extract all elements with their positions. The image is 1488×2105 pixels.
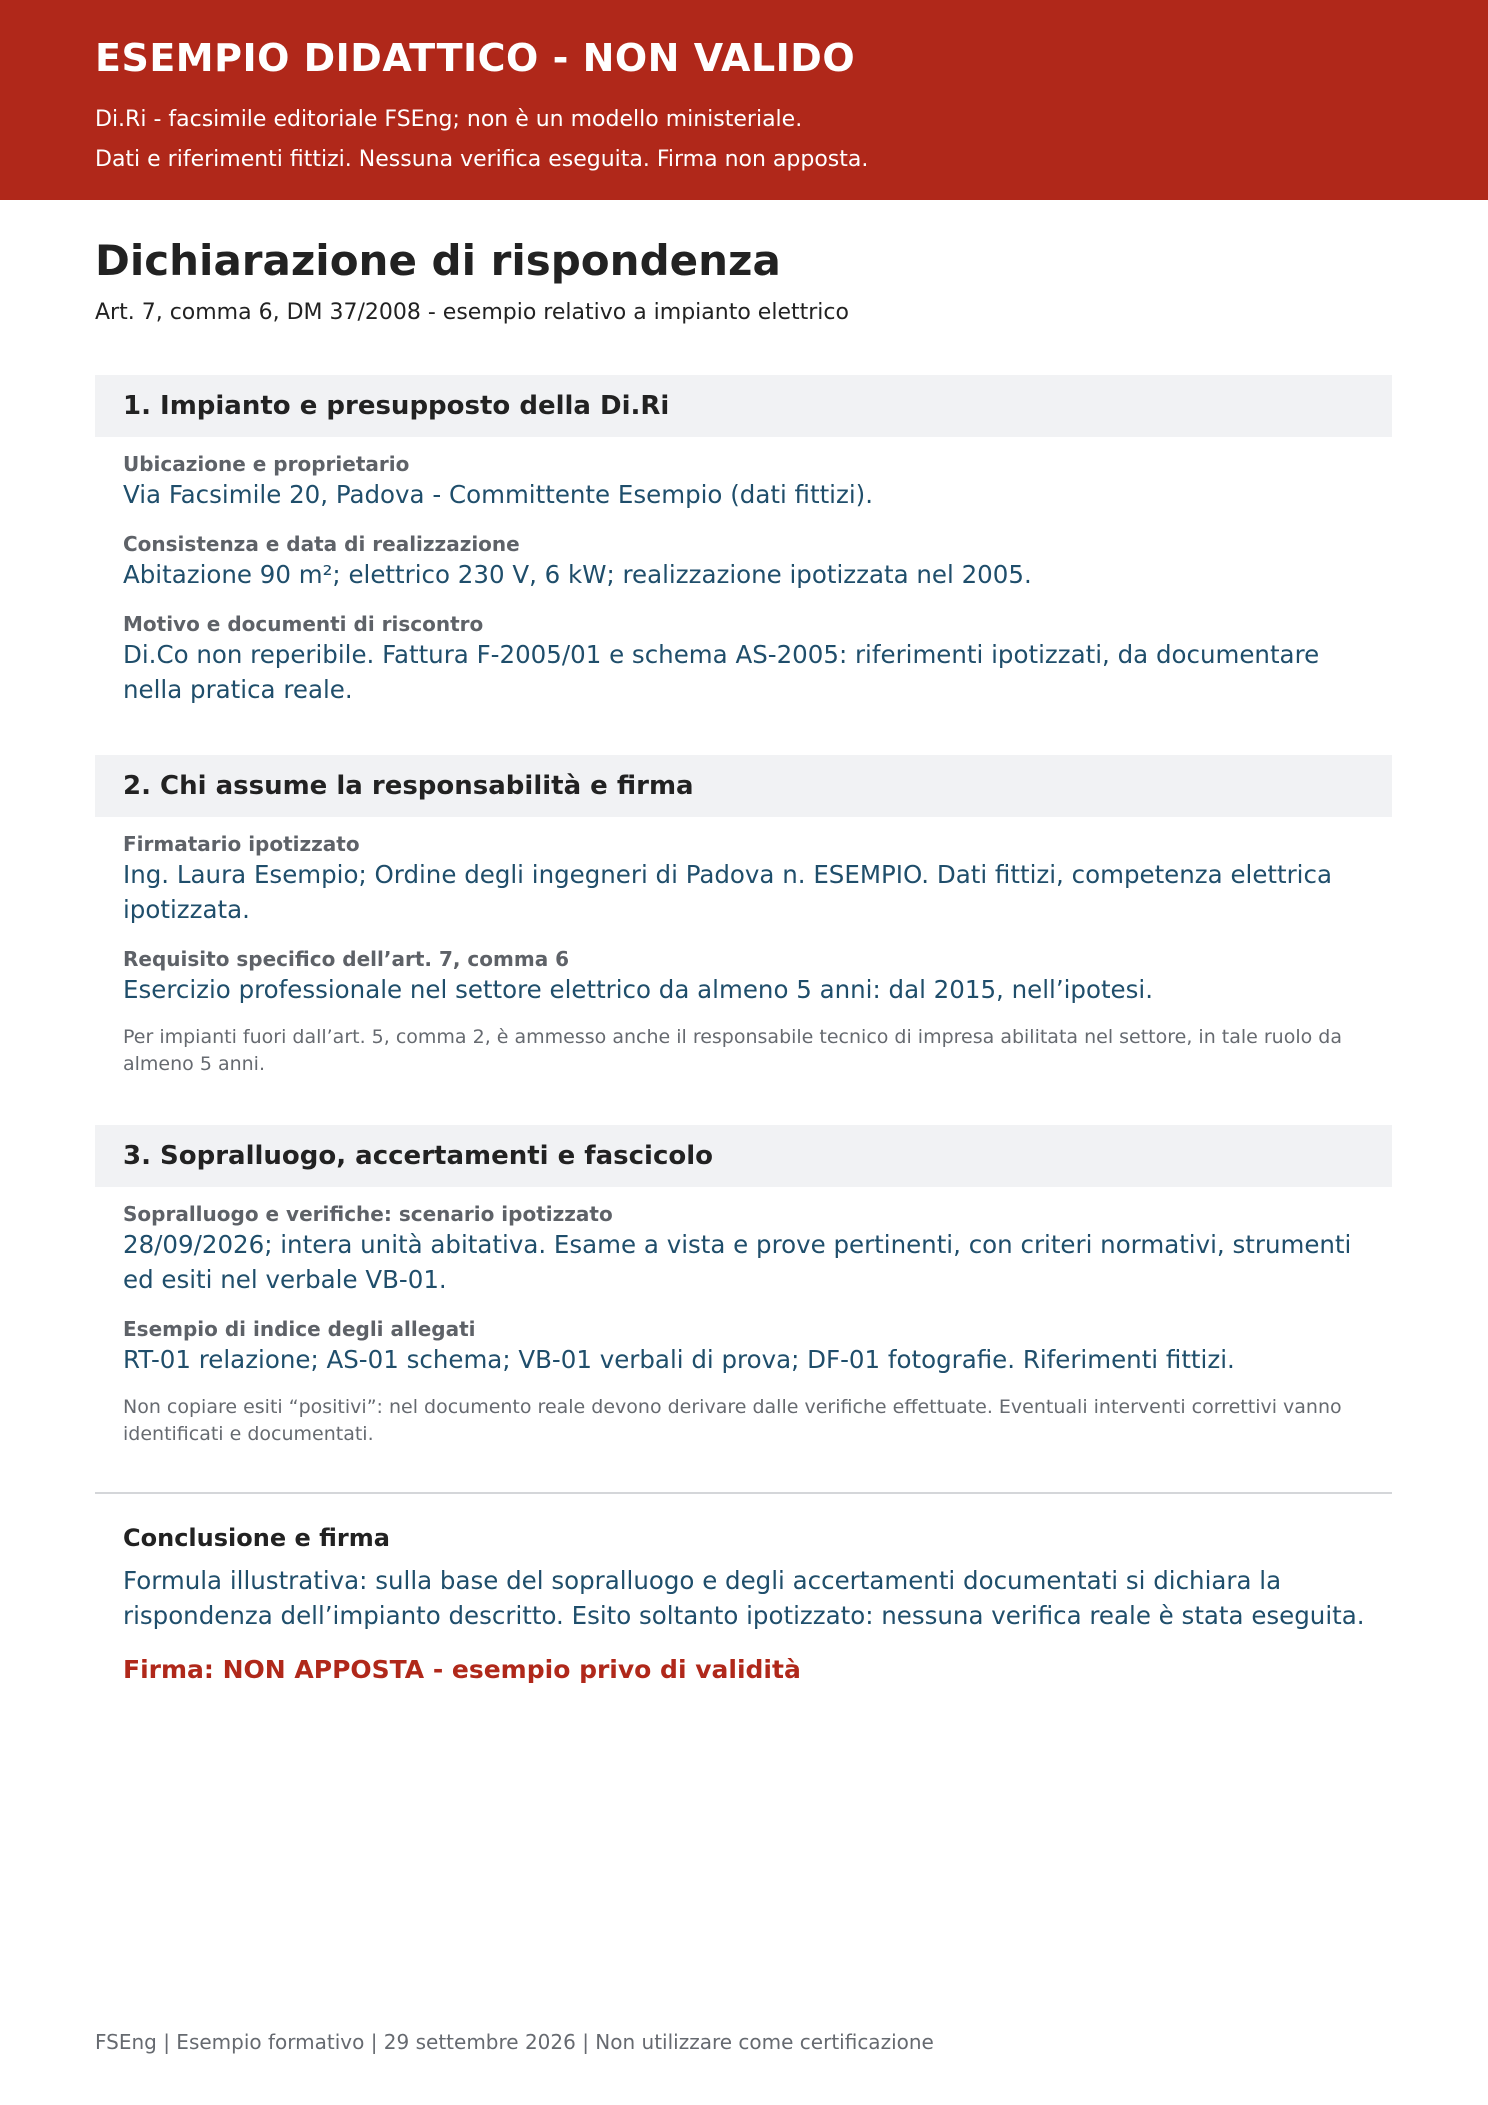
field-value-consistency-date: Abitazione 90 m²; elettrico 230 V, 6 kW; realizzazione ipotizzata nel 2005.: [123, 560, 1032, 589]
section-3-note: Non copiare esiti “positivi”: nel documento reale devono derivare dalle verifiche effettuate. Eventuali interventi correttivi vanno identificati e documentati.: [123, 1396, 1342, 1445]
section-divider: [95, 1492, 1392, 1494]
field-value-signatory: Ing. Laura Esempio; Ordine degli ingegneri di Padova n. ESEMPIO. Dati fittizi, competenza elettrica ipotizzata.: [123, 860, 1332, 924]
field-value-requirement: Esercizio professionale nel settore elettrico da almeno 5 anni: dal 2015, nell’ipotesi.: [123, 975, 1153, 1004]
warning-banner: [0, 0, 1488, 200]
banner-disclaimer-line-1: Di.Ri - facsimile editoriale FSEng; non è un modello ministeriale.: [95, 107, 803, 132]
field-label-signatory: Firmatario ipotizzato: [123, 832, 360, 856]
section-3-heading: 3. Sopralluogo, accertamenti e fascicolo: [95, 1125, 1392, 1187]
field-value-attachments-index: RT-01 relazione; AS-01 schema; VB-01 verbali di prova; DF-01 fotografie. Riferimenti fittizi.: [123, 1345, 1235, 1374]
field-label-inspection: Sopralluogo e verifiche: scenario ipotizzato: [123, 1202, 613, 1226]
field-label-reason-documents: Motivo e documenti di riscontro: [123, 612, 484, 636]
banner-disclaimer-line-2: Dati e riferimenti fittizi. Nessuna verifica eseguita. Firma non apposta.: [95, 147, 869, 172]
field-value-location-owner: Via Facsimile 20, Padova - Committente Esempio (dati fittizi).: [123, 480, 874, 509]
banner-title: ESEMPIO DIDATTICO - NON VALIDO: [95, 36, 856, 80]
field-value-inspection: 28/09/2026; intera unità abitativa. Esame a vista e prove pertinenti, con criteri normativi, strumenti ed esiti nel verbale VB-01.: [123, 1230, 1352, 1294]
section-2-heading: 2. Chi assume la responsabilità e firma: [95, 755, 1392, 817]
document-subtitle: Art. 7, comma 6, DM 37/2008 - esempio relativo a impianto elettrico: [95, 300, 849, 325]
conclusion-heading: Conclusione e firma: [123, 1524, 390, 1552]
conclusion-text: Formula illustrativa: sulla base del sopralluogo e degli accertamenti documentati si dichiara la rispondenza dell’impianto descritto. Esito soltanto ipotizzato: nessuna verifica reale è stata eseguita.: [123, 1566, 1365, 1630]
document-title: Dichiarazione di rispondenza: [95, 236, 781, 285]
field-label-consistency-date: Consistenza e data di realizzazione: [123, 532, 520, 556]
field-label-location-owner: Ubicazione e proprietario: [123, 452, 410, 476]
field-label-requirement: Requisito specifico dell’art. 7, comma 6: [123, 947, 570, 971]
signature-status: Firma: NON APPOSTA - esempio privo di validità: [123, 1655, 801, 1684]
page-footer: FSEng | Esempio formativo | 29 settembre 2026 | Non utilizzare come certificazione: [95, 2030, 934, 2054]
field-label-attachments-index: Esempio di indice degli allegati: [123, 1317, 476, 1341]
section-1-heading: 1. Impianto e presupposto della Di.Ri: [95, 375, 1392, 437]
section-2-note: Per impianti fuori dall’art. 5, comma 2, è ammesso anche il responsabile tecnico di impresa abilitata nel settore, in tale ruolo da almeno 5 anni.: [123, 1026, 1342, 1075]
field-value-reason-documents: Di.Co non reperibile. Fattura F-2005/01 e schema AS-2005: riferimenti ipotizzati, da documentare nella pratica reale.: [123, 640, 1320, 704]
